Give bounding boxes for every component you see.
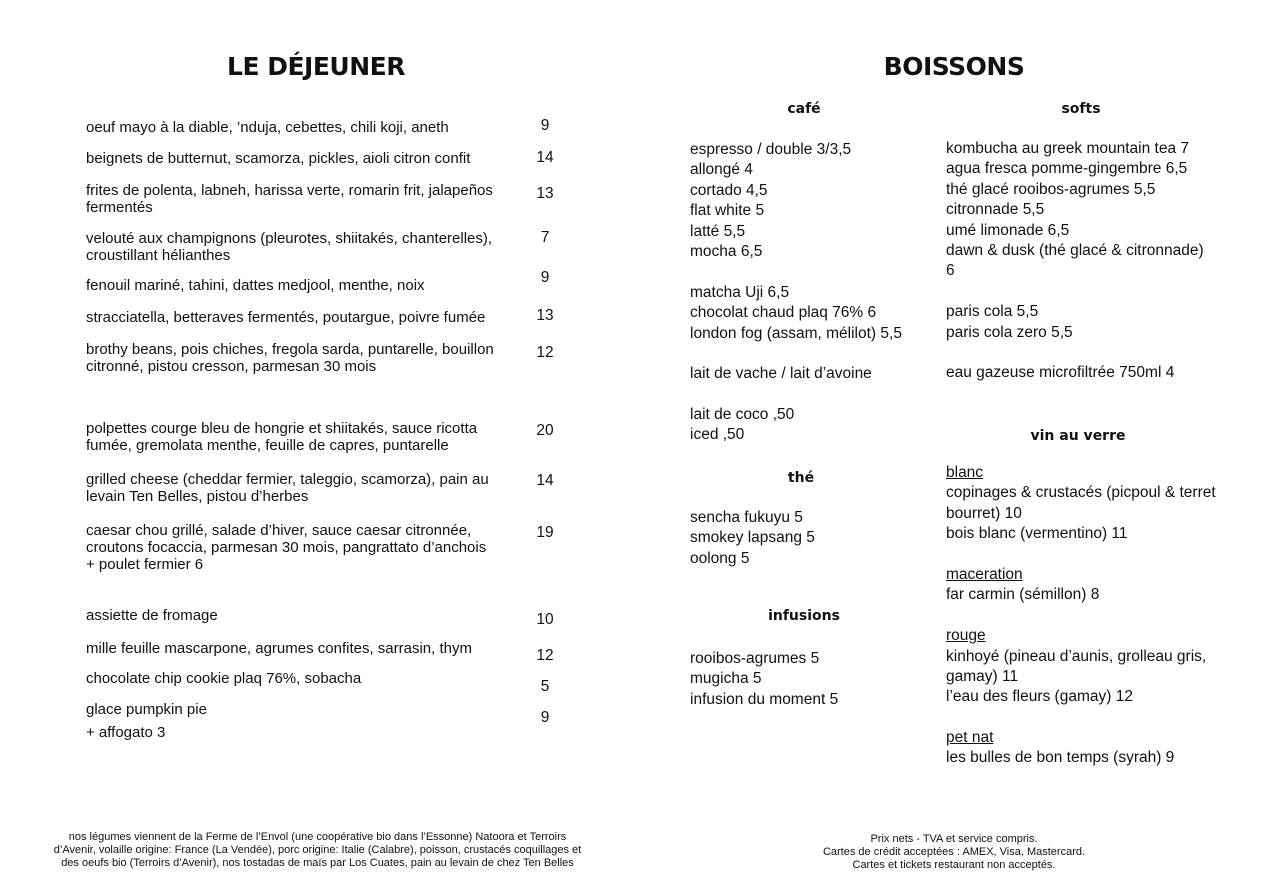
drink-line: paris cola 5,5	[946, 303, 1039, 321]
softs-heading: softs	[1061, 101, 1101, 117]
menu-item-price: 19	[536, 524, 554, 541]
drink-line	[946, 606, 1216, 626]
menu-item-name: glace pumpkin pie	[86, 701, 207, 718]
drink-line: kinhoyé (pineau d’aunis, grolleau gris,	[946, 647, 1207, 665]
menu-item-price: 12	[536, 647, 554, 664]
vin-heading: vin au verre	[1030, 428, 1126, 444]
menu-item-name: chocolate chip cookie plaq 76%, sobacha	[86, 670, 362, 687]
menu-item-name: mille feuille mascarpone, agrumes confites, sarrasin, thym	[86, 640, 472, 657]
drink-line: kombucha au greek mountain tea 7	[946, 140, 1189, 157]
the-list	[690, 508, 815, 569]
footer-line: Cartes et tickets restaurant non acceptés.	[852, 859, 1056, 871]
drink-line: infusion du moment 5	[690, 690, 839, 708]
drink-line: london fog (assam, mélilot) 5,5	[690, 324, 902, 342]
drink-line: paris cola zero 5,5	[946, 323, 1073, 341]
wine-category: blanc	[946, 464, 984, 481]
drink-line: latté 5,5	[690, 222, 746, 240]
drink-line: sencha fukuyu 5	[690, 509, 803, 526]
menu-item-name: polpettes courge bleu de hongrie et shiitakés, sauce ricotta fumée, gremolata menthe, feuille de capres, puntarelle	[86, 420, 478, 454]
footer-line: des oeufs bio (Terroirs d’Avenir), nos tostadas de maïs par Los Cuates, pain au levain de chez Ten Belles	[61, 857, 574, 869]
menu-item-name: beignets de butternut, scamorza, pickles, aioli citron confit	[86, 150, 471, 167]
menu-item-name: oeuf mayo à la diable, ’nduja, cebettes, chili koji, aneth	[86, 119, 449, 136]
menu-item-name: brothy beans, pois chiches, fregola sarda, puntarelle, bouillon citronné, pistou cresson, parmesan 30 mois	[86, 341, 494, 375]
drink-line: 6	[946, 262, 955, 280]
drink-line: mocha 6,5	[690, 242, 763, 260]
menu-item-price: 9	[540, 709, 550, 726]
menu-item-price: 9	[540, 117, 550, 134]
drink-line: agua fresca pomme-gingembre 6,5	[946, 160, 1188, 178]
menu-item-price: 13	[536, 185, 554, 202]
infusions-heading: infusions	[768, 608, 840, 624]
drink-line	[690, 385, 902, 405]
menu-item-name: stracciatella, betteraves fermentés, poutargue, poivre fumée	[86, 309, 486, 326]
menu-item-price: 12	[536, 344, 554, 361]
drink-line	[946, 282, 1204, 302]
drink-line: thé glacé rooibos-agrumes 5,5	[946, 180, 1156, 198]
softs-list	[946, 139, 1204, 384]
cafe-list	[690, 140, 902, 446]
menu-item-name: fenouil mariné, tahini, dattes medjool, menthe, noix	[86, 277, 425, 294]
drink-line	[946, 343, 1204, 363]
drink-line: l’eau des fleurs (gamay) 12	[946, 688, 1133, 706]
drink-line	[946, 708, 1216, 728]
menu-item-name: grilled cheese (cheddar fermier, taleggio, scamorza), pain au levain Ten Belles, pistou d’herbes	[86, 471, 489, 505]
drink-line: cortado 4,5	[690, 181, 768, 199]
footer-line: Prix nets - TVA et service compris.	[870, 833, 1038, 845]
drink-line: espresso / double 3/3,5	[690, 141, 852, 158]
drink-line: dawn & dusk (thé glacé & citronnade)	[946, 241, 1204, 259]
drink-line: citronnade 5,5	[946, 201, 1045, 219]
wine-category: rouge	[946, 627, 986, 645]
drink-line: far carmin (sémillon) 8	[946, 586, 1100, 604]
menu-item-price: 13	[536, 307, 554, 324]
boissons-title: BOISSONS	[883, 52, 1025, 81]
menu-item-extra: + affogato 3	[86, 724, 166, 741]
menu-item-price: 14	[536, 149, 554, 166]
drink-line: oolong 5	[690, 549, 750, 567]
infusions-list	[690, 649, 838, 710]
dejeuner-title: LE DÉJEUNER	[227, 52, 405, 81]
drink-line: lait de vache / lait d’avoine	[690, 365, 872, 383]
footer-line: nos légumes viennent de la Ferme de l’Envol (une coopérative bio dans l’Essonne) Natoora et Terroirs	[68, 831, 567, 843]
menu-item-price: 5	[540, 678, 550, 695]
drink-line: smokey lapsang 5	[690, 529, 815, 547]
drink-line: mugicha 5	[690, 670, 762, 688]
drink-line: chocolat chaud plaq 76% 6	[690, 304, 877, 322]
menu-item-price: 10	[536, 611, 554, 628]
drink-line	[690, 344, 902, 364]
drink-line: iced ,50	[690, 426, 745, 444]
menu-item-name: assiette de fromage	[86, 607, 218, 624]
drink-line	[690, 262, 902, 282]
footer-line: Cartes de crédit acceptées : AMEX, Visa, Mastercard.	[822, 846, 1086, 858]
wine-category: maceration	[946, 565, 1023, 583]
drink-line: umé limonade 6,5	[946, 221, 1070, 239]
wine-category: pet nat	[946, 729, 994, 747]
cafe-heading: café	[787, 101, 821, 117]
menu-item-price: 9	[540, 269, 550, 286]
sourcing-footer	[40, 831, 595, 870]
drink-line	[946, 545, 1216, 565]
drink-line: allongé 4	[690, 161, 753, 179]
drink-line: bois blanc (vermentino) 11	[946, 525, 1128, 543]
drink-line: gamay) 11	[946, 667, 1019, 685]
menu-item-name: frites de polenta, labneh, harissa verte, romarin frit, jalapeños fermentés	[86, 182, 493, 216]
vin-list	[946, 463, 1216, 769]
footer-line: d’Avenir, volaille origine: France (La Vendée), porc origine: Italie (Calabre), poisson, crustacés coquillages et	[53, 844, 582, 856]
drink-line: les bulles de bon temps (syrah) 9	[946, 749, 1175, 767]
payment-footer	[804, 833, 1104, 872]
menu-item-price: 20	[536, 422, 554, 439]
menu-item-extra: + poulet fermier 6	[86, 556, 204, 573]
drink-line: eau gazeuse microfiltrée 750ml 4	[946, 364, 1175, 382]
menu-item-price: 7	[540, 229, 550, 246]
drink-line: lait de coco ,50	[690, 406, 795, 424]
menu-item-price: 14	[536, 472, 554, 489]
the-heading: thé	[787, 470, 815, 486]
drink-line: bourret) 10	[946, 504, 1022, 522]
drink-line: matcha Uji 6,5	[690, 283, 790, 301]
menu-item-name: velouté aux champignons (pleurotes, shiitakés, chanterelles), croustillant hélianthes	[86, 230, 493, 264]
drink-line: rooibos-agrumes 5	[690, 650, 820, 667]
drink-line: copinages & crustacés (picpoul & terret	[946, 484, 1216, 502]
drink-line: flat white 5	[690, 202, 765, 220]
menu-item-name: caesar chou grillé, salade d’hiver, sauce caesar citronnée, croutons focaccia, parmesan 30 mois, pangrattato d’anchois	[86, 522, 487, 556]
